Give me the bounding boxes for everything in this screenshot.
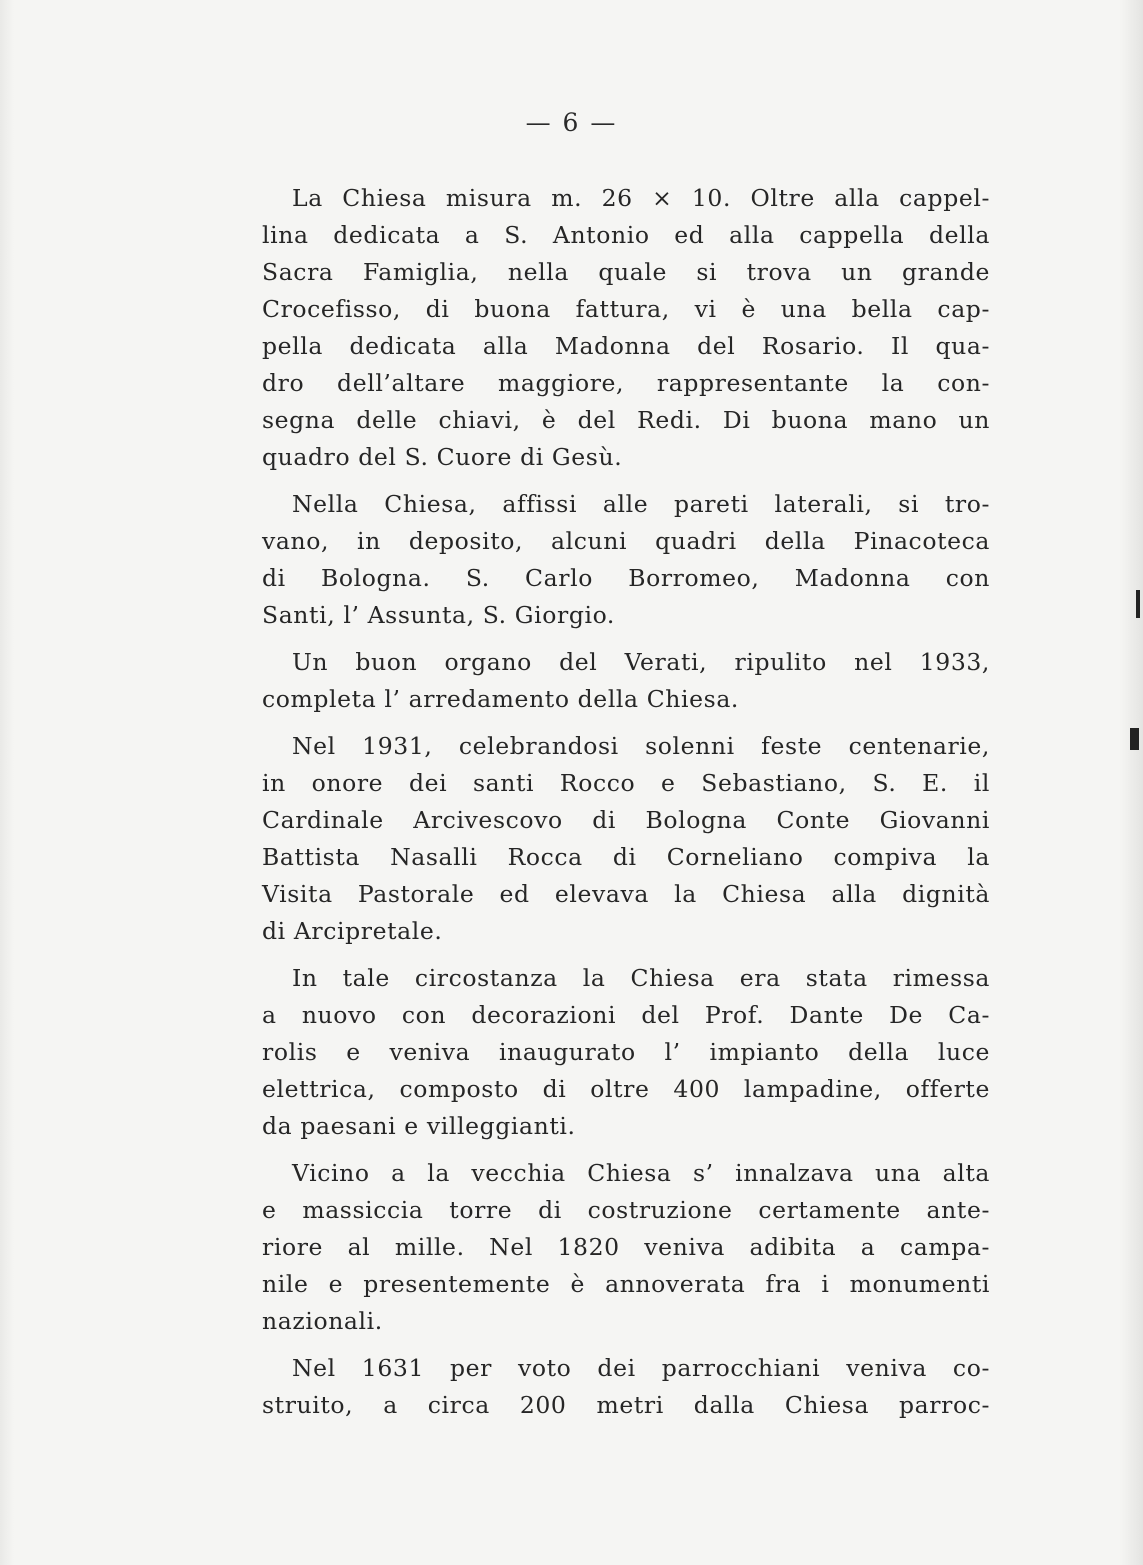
text-line: di Arcipretale.	[262, 917, 443, 945]
text-line: elettrica, composto di oltre 400 lampadine, offerte	[262, 1075, 990, 1103]
page-number: — 6 —	[525, 108, 618, 137]
text-line: struito, a circa 200 metri dalla Chiesa parroc-	[262, 1391, 990, 1419]
text-line: Un buon organo del Verati, ripulito nel 1933,	[292, 648, 990, 676]
text-line: Nel 1931, celebrandosi solenni feste centenarie,	[292, 732, 990, 760]
paragraph	[262, 486, 990, 634]
text-line: nile e presentemente è annoverata fra i monumenti	[262, 1270, 990, 1298]
text-line: Nella Chiesa, affissi alle pareti laterali, si tro-	[292, 490, 990, 518]
binding-mark	[1130, 728, 1139, 750]
text-line: quadro del S. Cuore di Gesù.	[262, 443, 623, 471]
text-line: riore al mille. Nel 1820 veniva adibita a campa-	[262, 1233, 990, 1261]
paragraph	[262, 960, 990, 1145]
text-line: lina dedicata a S. Antonio ed alla cappella della	[262, 221, 990, 249]
text-line: di Bologna. S. Carlo Borromeo, Madonna con	[262, 564, 990, 592]
body-text	[262, 180, 990, 1434]
paragraph	[262, 728, 990, 950]
paragraph	[262, 1350, 990, 1424]
paragraph	[262, 1155, 990, 1340]
text-line: Battista Nasalli Rocca di Corneliano compiva la	[262, 843, 990, 871]
text-line: Sacra Famiglia, nella quale si trova un grande	[262, 258, 990, 286]
text-line: In tale circostanza la Chiesa era stata rimessa	[292, 964, 990, 992]
text-line: Visita Pastorale ed elevava la Chiesa alla dignità	[262, 880, 990, 908]
text-line: Vicino a la vecchia Chiesa s’ innalzava una alta	[292, 1159, 990, 1187]
text-line: segna delle chiavi, è del Redi. Di buona mano un	[262, 406, 990, 434]
text-line: a nuovo con decorazioni del Prof. Dante De Ca-	[262, 1001, 990, 1029]
paragraph	[262, 644, 990, 718]
text-line: rolis e veniva inaugurato l’ impianto della luce	[262, 1038, 990, 1066]
text-line: Nel 1631 per voto dei parrocchiani veniva co-	[292, 1354, 990, 1382]
text-line: dro dell’altare maggiore, rappresentante la con-	[262, 369, 990, 397]
text-line: da paesani e villeggianti.	[262, 1112, 576, 1140]
text-line: Santi, l’ Assunta, S. Giorgio.	[262, 601, 615, 629]
text-line: in onore dei santi Rocco e Sebastiano, S. E. il	[262, 769, 990, 797]
text-line: pella dedicata alla Madonna del Rosario. Il qua-	[262, 332, 990, 360]
paragraph	[262, 180, 990, 476]
text-line: e massiccia torre di costruzione certamente ante-	[262, 1196, 990, 1224]
text-line: La Chiesa misura m. 26 × 10. Oltre alla cappel-	[292, 184, 990, 212]
text-line: nazionali.	[262, 1307, 383, 1335]
text-line: completa l’ arredamento della Chiesa.	[262, 685, 740, 713]
binding-mark	[1136, 590, 1140, 618]
text-line: Cardinale Arcivescovo di Bologna Conte Giovanni	[262, 806, 990, 834]
text-line: Crocefisso, di buona fattura, vi è una bella cap-	[262, 295, 990, 323]
text-line: vano, in deposito, alcuni quadri della Pinacoteca	[262, 527, 990, 555]
